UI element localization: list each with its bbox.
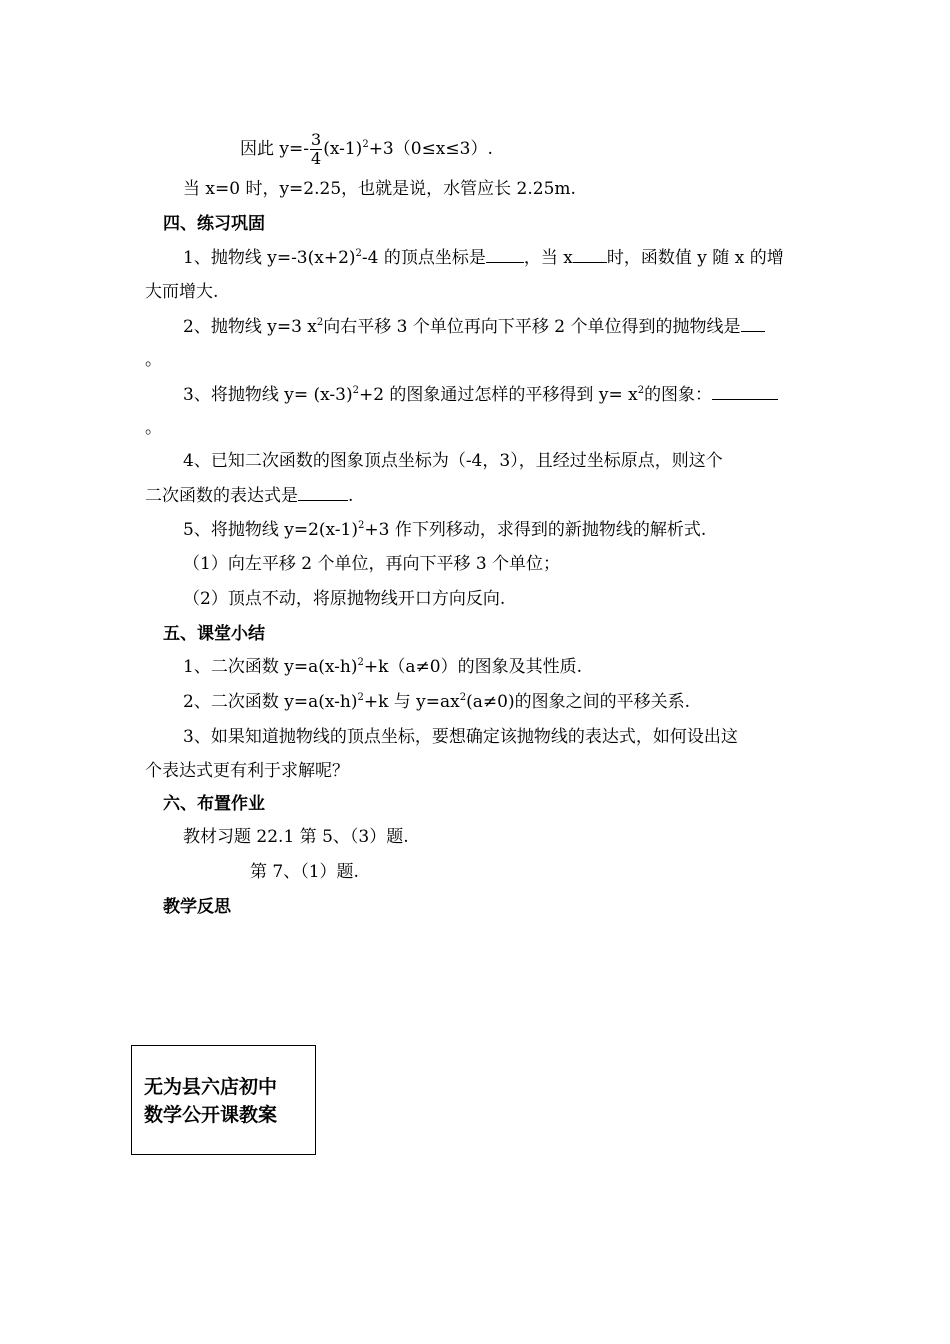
s1-text-b: +k（a≠0）的图象及其性质. [363, 657, 582, 677]
summary-3: 3、如果知道抛物线的顶点坐标，要想确定该抛物线的表达式，如何设出这 [183, 727, 738, 747]
s2-text-a: 2、二次函数 y=a(x-h) [183, 692, 358, 712]
homework-1: 教材习题 22.1 第 5、（3）题. [183, 827, 409, 847]
summary-1 [183, 657, 582, 677]
q5-sub-2: （2）顶点不动，将原抛物线开口方向反向. [183, 589, 506, 609]
q5-text-b: +3 作下列移动，求得到的新抛物线的解析式. [364, 520, 707, 540]
q1-blank-range [573, 247, 607, 263]
q3-text-b: +2 的图象通过怎样的平移得到 y= x [358, 385, 638, 405]
q4-text-cont: 二次函数的表达式是 [145, 486, 298, 506]
q5-exponent: 2 [358, 520, 365, 531]
q5-text-a: 5、将抛物线 y=2(x-1) [183, 520, 358, 540]
s1-text-a: 1、二次函数 y=a(x-h) [183, 657, 358, 677]
section-6-title: 六、布置作业 [163, 794, 265, 814]
q3-blank [712, 384, 778, 400]
q3-exponent: 2 [352, 385, 359, 396]
q4-continuation [145, 485, 353, 506]
stamp-line-2: 数学公开课教案 [144, 1104, 278, 1126]
fraction [310, 131, 322, 168]
reflection-title: 教学反思 [163, 897, 231, 917]
q5-sub-1: （1）向左平移 2 个单位，再向下平移 3 个单位； [183, 554, 561, 574]
formula-exponent: 2 [362, 139, 369, 150]
school-stamp-box [131, 1045, 316, 1155]
summary-3-continuation: 个表达式更有利于求解呢？ [145, 761, 349, 781]
formula-suffix: +3（0≤x≤3）. [368, 139, 493, 159]
q5-line [183, 520, 706, 540]
summary-2 [183, 692, 690, 712]
q1-continuation: 大而增大. [145, 282, 219, 302]
q2-exponent: 2 [316, 317, 324, 328]
q2-text-b: 向右平移 3 个单位再向下平移 2 个单位得到的抛物线是 [323, 317, 741, 337]
q2-blank [741, 316, 765, 332]
water-pipe-line: 当 x=0 时，y=2.25，也就是说，水管应长 2.25m. [183, 179, 576, 199]
homework-2: 第 7、（1）题. [250, 862, 359, 882]
formula-mid: (x-1) [323, 139, 363, 159]
fraction-denominator: 4 [311, 149, 322, 168]
s2-text-c: (a≠0)的图象之间的平移关系. [466, 692, 691, 712]
q4-line: 4、已知二次函数的图象顶点坐标为（-4，3），且经过坐标原点，则这个 [183, 451, 723, 471]
q1-line [183, 247, 784, 268]
q2-continuation: 。 [145, 350, 162, 370]
q4-blank [298, 485, 348, 501]
q3-text-a: 3、将抛物线 y= (x-3) [183, 385, 353, 405]
formula-prefix: 因此 y=- [240, 139, 309, 159]
q1-text-d: 时，函数值 y 随 x 的增 [606, 248, 784, 268]
q1-blank-vertex [486, 247, 524, 263]
s2-exponent-2: 2 [459, 692, 467, 703]
s2-exponent: 2 [357, 692, 364, 703]
q2-line [183, 316, 765, 337]
q1-text-a: 1、抛物线 y=-3(x+2) [183, 248, 356, 268]
q1-text-b: -4 的顶点坐标是 [361, 248, 486, 268]
fraction-numerator: 3 [311, 130, 322, 149]
section-4-title: 四、练习巩固 [163, 214, 265, 234]
q3-line [183, 384, 778, 405]
s1-exponent: 2 [357, 657, 364, 668]
formula-line [240, 131, 493, 168]
stamp-line-1: 无为县六店初中 [144, 1076, 278, 1098]
section-5-title: 五、课堂小结 [163, 624, 265, 644]
q2-text-a: 2、抛物线 y=3 x [183, 317, 317, 337]
q3-text-c: 的图象： [644, 385, 713, 405]
q1-text-c: ，当 x [523, 248, 573, 268]
s2-text-b: +k 与 y=ax [363, 692, 460, 712]
q3-exponent-2: 2 [637, 385, 645, 396]
q3-continuation: 。 [145, 418, 162, 438]
q4-text-end: . [348, 486, 354, 506]
q1-exponent: 2 [355, 248, 362, 259]
